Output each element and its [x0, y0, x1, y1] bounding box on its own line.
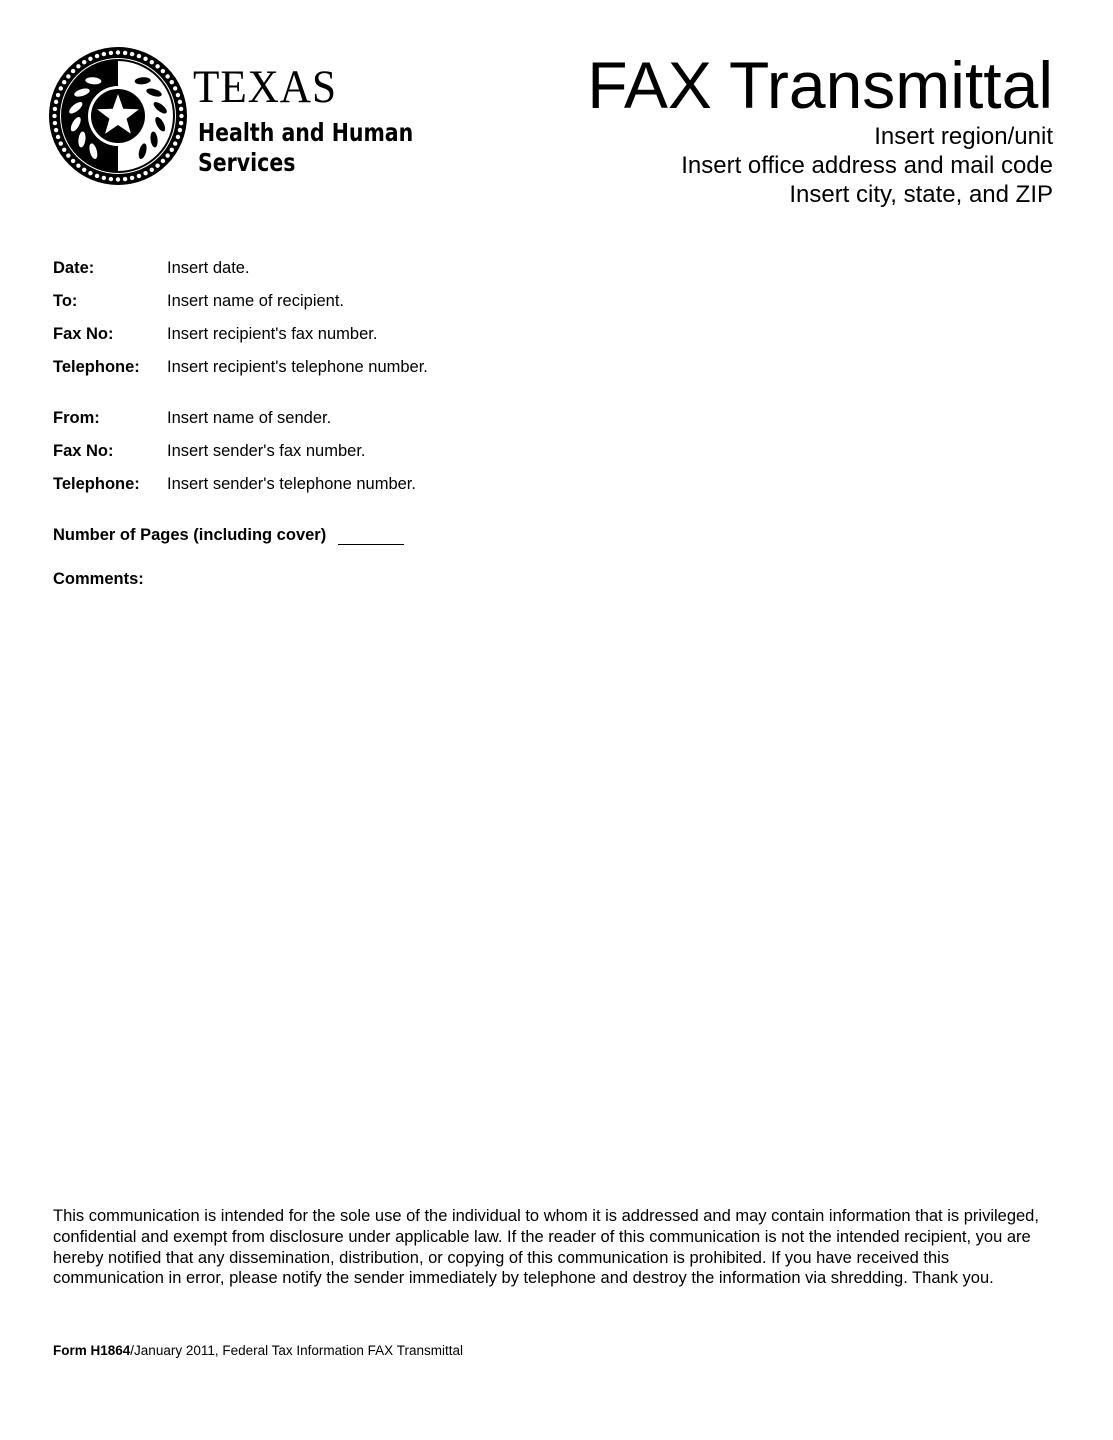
date-label: Date:	[53, 259, 95, 277]
recipient-fax-label: Fax No:	[53, 325, 114, 343]
form-description: /January 2011, Federal Tax Information FAX Transmittal	[130, 1343, 463, 1358]
sender-telephone-row	[53, 468, 428, 501]
page-count-field[interactable]	[338, 518, 404, 545]
sender-fax-row	[53, 435, 428, 468]
sender-fax-label: Fax No:	[53, 442, 114, 460]
page-title: FAX Transmittal	[587, 48, 1053, 122]
date-row	[53, 252, 428, 285]
city-state-zip-field[interactable]: Insert city, state, and ZIP	[789, 181, 1053, 208]
texas-star-seal-icon	[48, 46, 188, 186]
sender-telephone-label: Telephone:	[53, 475, 140, 493]
recipient-name-field[interactable]: Insert name of recipient.	[167, 292, 345, 310]
logo-agency-line1: Health and Human	[198, 118, 414, 147]
form-number: Form H1864	[53, 1343, 131, 1358]
to-row	[53, 285, 428, 318]
from-label: From:	[53, 409, 100, 427]
region-unit-field[interactable]: Insert region/unit	[874, 123, 1053, 150]
logo-state-name: TEXAS	[193, 61, 337, 113]
sender-fax-field[interactable]: Insert sender's fax number.	[167, 442, 366, 460]
from-row	[53, 402, 428, 435]
page-count-row	[53, 518, 404, 545]
confidentiality-notice: This communication is intended for the sole use of the individual to whom it is addressed and may contain information that is privileged, confidential and exempt from disclosure under applicable law. If the reader of this communication is not the intended recipient, you are hereby notified that any dissemination, distribution, or copying of this communication is prohibited. If you have received this communication in error, please notify the sender immediately by telephone and destroy the information via shredding. Thank you.	[53, 1207, 1039, 1288]
comments-field[interactable]	[53, 600, 1053, 1180]
date-field[interactable]: Insert date.	[167, 259, 250, 277]
transmittal-fields	[53, 252, 428, 501]
agency-logo	[48, 46, 428, 188]
form-footer	[53, 1343, 463, 1358]
office-address-field[interactable]: Insert office address and mail code	[681, 152, 1053, 179]
logo-agency-name	[198, 118, 413, 178]
page-count-label: Number of Pages (including cover)	[53, 526, 327, 544]
to-label: To:	[53, 292, 78, 310]
recipient-telephone-row	[53, 351, 428, 384]
comments-label: Comments:	[53, 570, 144, 588]
recipient-telephone-label: Telephone:	[53, 358, 140, 376]
recipient-fax-row	[53, 318, 428, 351]
recipient-fax-field[interactable]: Insert recipient's fax number.	[167, 325, 378, 343]
sender-telephone-field[interactable]: Insert sender's telephone number.	[167, 475, 416, 493]
section-spacer	[53, 384, 428, 402]
recipient-telephone-field[interactable]: Insert recipient's telephone number.	[167, 358, 428, 376]
logo-agency-line2: Services	[198, 148, 296, 177]
sender-name-field[interactable]: Insert name of sender.	[167, 409, 332, 427]
document-header	[587, 48, 1053, 209]
